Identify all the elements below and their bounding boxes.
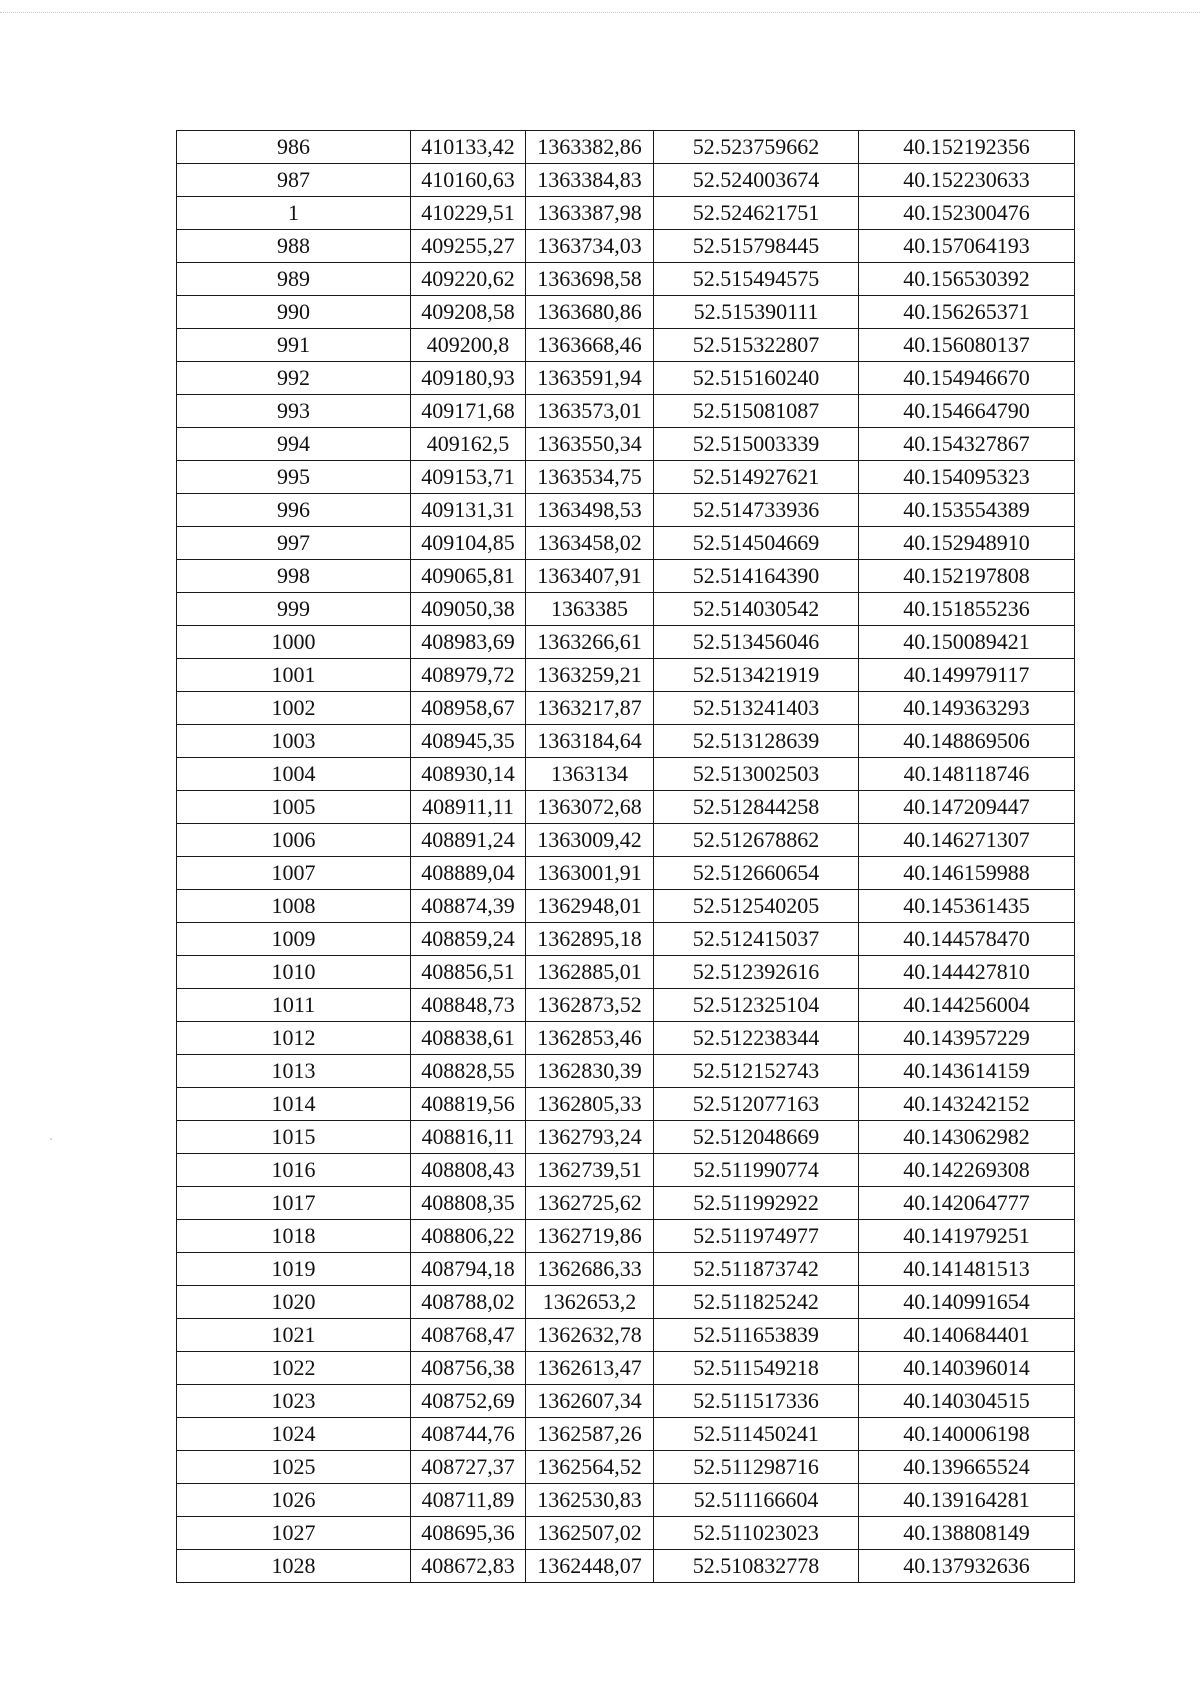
x-coordinate-cell: 409162,5 — [411, 428, 526, 461]
x-coordinate-cell: 408711,89 — [411, 1484, 526, 1517]
x-coordinate-cell: 409180,93 — [411, 362, 526, 395]
coordinates-table-body — [177, 131, 1075, 1583]
table-row — [177, 758, 1075, 791]
point-number-cell: 1007 — [177, 857, 411, 890]
scan-border-line — [0, 12, 1200, 13]
longitude-cell: 40.157064193 — [859, 230, 1075, 263]
longitude-cell: 40.142269308 — [859, 1154, 1075, 1187]
point-number-cell: 1027 — [177, 1517, 411, 1550]
y-coordinate-cell: 1362613,47 — [526, 1352, 654, 1385]
table-row — [177, 1517, 1075, 1550]
latitude-cell: 52.511825242 — [654, 1286, 859, 1319]
latitude-cell: 52.511873742 — [654, 1253, 859, 1286]
x-coordinate-cell: 410133,42 — [411, 131, 526, 164]
table-row — [177, 1319, 1075, 1352]
point-number-cell: 993 — [177, 395, 411, 428]
y-coordinate-cell: 1363680,86 — [526, 296, 654, 329]
latitude-cell: 52.515322807 — [654, 329, 859, 362]
table-row — [177, 824, 1075, 857]
y-coordinate-cell: 1363573,01 — [526, 395, 654, 428]
y-coordinate-cell: 1362653,2 — [526, 1286, 654, 1319]
table-row — [177, 1187, 1075, 1220]
point-number-cell: 1017 — [177, 1187, 411, 1220]
latitude-cell: 52.513241403 — [654, 692, 859, 725]
longitude-cell: 40.143957229 — [859, 1022, 1075, 1055]
table-row — [177, 791, 1075, 824]
y-coordinate-cell: 1363259,21 — [526, 659, 654, 692]
longitude-cell: 40.140991654 — [859, 1286, 1075, 1319]
latitude-cell: 52.512540205 — [654, 890, 859, 923]
latitude-cell: 52.512048669 — [654, 1121, 859, 1154]
y-coordinate-cell: 1363072,68 — [526, 791, 654, 824]
table-row — [177, 989, 1075, 1022]
table-row — [177, 1418, 1075, 1451]
longitude-cell: 40.145361435 — [859, 890, 1075, 923]
longitude-cell: 40.154327867 — [859, 428, 1075, 461]
x-coordinate-cell: 408695,36 — [411, 1517, 526, 1550]
x-coordinate-cell: 408816,11 — [411, 1121, 526, 1154]
y-coordinate-cell: 1363387,98 — [526, 197, 654, 230]
latitude-cell: 52.515160240 — [654, 362, 859, 395]
point-number-cell: 988 — [177, 230, 411, 263]
table-row — [177, 494, 1075, 527]
x-coordinate-cell: 408744,76 — [411, 1418, 526, 1451]
longitude-cell: 40.143614159 — [859, 1055, 1075, 1088]
table-row — [177, 527, 1075, 560]
longitude-cell: 40.149979117 — [859, 659, 1075, 692]
latitude-cell: 52.512844258 — [654, 791, 859, 824]
table-row — [177, 956, 1075, 989]
longitude-cell: 40.139665524 — [859, 1451, 1075, 1484]
point-number-cell: 999 — [177, 593, 411, 626]
y-coordinate-cell: 1363001,91 — [526, 857, 654, 890]
latitude-cell: 52.512077163 — [654, 1088, 859, 1121]
x-coordinate-cell: 408794,18 — [411, 1253, 526, 1286]
table-row — [177, 131, 1075, 164]
x-coordinate-cell: 408889,04 — [411, 857, 526, 890]
longitude-cell: 40.156530392 — [859, 263, 1075, 296]
table-row — [177, 164, 1075, 197]
y-coordinate-cell: 1362607,34 — [526, 1385, 654, 1418]
y-coordinate-cell: 1363734,03 — [526, 230, 654, 263]
point-number-cell: 1008 — [177, 890, 411, 923]
latitude-cell: 52.513128639 — [654, 725, 859, 758]
y-coordinate-cell: 1362719,86 — [526, 1220, 654, 1253]
latitude-cell: 52.512152743 — [654, 1055, 859, 1088]
y-coordinate-cell: 1362448,07 — [526, 1550, 654, 1583]
x-coordinate-cell: 408983,69 — [411, 626, 526, 659]
x-coordinate-cell: 408856,51 — [411, 956, 526, 989]
longitude-cell: 40.141979251 — [859, 1220, 1075, 1253]
x-coordinate-cell: 410160,63 — [411, 164, 526, 197]
point-number-cell: 1028 — [177, 1550, 411, 1583]
point-number-cell: 997 — [177, 527, 411, 560]
x-coordinate-cell: 409208,58 — [411, 296, 526, 329]
x-coordinate-cell: 408768,47 — [411, 1319, 526, 1352]
y-coordinate-cell: 1363009,42 — [526, 824, 654, 857]
x-coordinate-cell: 408911,11 — [411, 791, 526, 824]
longitude-cell: 40.154095323 — [859, 461, 1075, 494]
point-number-cell: 998 — [177, 560, 411, 593]
y-coordinate-cell: 1362632,78 — [526, 1319, 654, 1352]
longitude-cell: 40.138808149 — [859, 1517, 1075, 1550]
table-row — [177, 1055, 1075, 1088]
table-row — [177, 329, 1075, 362]
table-row — [177, 1088, 1075, 1121]
longitude-cell: 40.143242152 — [859, 1088, 1075, 1121]
point-number-cell: 1013 — [177, 1055, 411, 1088]
y-coordinate-cell: 1363384,83 — [526, 164, 654, 197]
x-coordinate-cell: 409200,8 — [411, 329, 526, 362]
y-coordinate-cell: 1363385 — [526, 593, 654, 626]
y-coordinate-cell: 1363698,58 — [526, 263, 654, 296]
y-coordinate-cell: 1362564,52 — [526, 1451, 654, 1484]
longitude-cell: 40.152230633 — [859, 164, 1075, 197]
table-row — [177, 1484, 1075, 1517]
point-number-cell: 1004 — [177, 758, 411, 791]
latitude-cell: 52.512392616 — [654, 956, 859, 989]
x-coordinate-cell: 408806,22 — [411, 1220, 526, 1253]
longitude-cell: 40.149363293 — [859, 692, 1075, 725]
latitude-cell: 52.511653839 — [654, 1319, 859, 1352]
latitude-cell: 52.515003339 — [654, 428, 859, 461]
point-number-cell: 1002 — [177, 692, 411, 725]
latitude-cell: 52.510832778 — [654, 1550, 859, 1583]
y-coordinate-cell: 1362873,52 — [526, 989, 654, 1022]
point-number-cell: 1018 — [177, 1220, 411, 1253]
x-coordinate-cell: 408819,56 — [411, 1088, 526, 1121]
longitude-cell: 40.146271307 — [859, 824, 1075, 857]
point-number-cell: 1003 — [177, 725, 411, 758]
x-coordinate-cell: 408727,37 — [411, 1451, 526, 1484]
latitude-cell: 52.512660654 — [654, 857, 859, 890]
latitude-cell: 52.515390111 — [654, 296, 859, 329]
point-number-cell: 1025 — [177, 1451, 411, 1484]
point-number-cell: 1021 — [177, 1319, 411, 1352]
y-coordinate-cell: 1363458,02 — [526, 527, 654, 560]
y-coordinate-cell: 1362948,01 — [526, 890, 654, 923]
point-number-cell: 1005 — [177, 791, 411, 824]
longitude-cell: 40.152948910 — [859, 527, 1075, 560]
x-coordinate-cell: 408891,24 — [411, 824, 526, 857]
point-number-cell: 1019 — [177, 1253, 411, 1286]
coordinates-table — [176, 130, 1075, 1583]
table-row — [177, 1352, 1075, 1385]
y-coordinate-cell: 1362587,26 — [526, 1418, 654, 1451]
x-coordinate-cell: 408756,38 — [411, 1352, 526, 1385]
point-number-cell: 1006 — [177, 824, 411, 857]
longitude-cell: 40.144256004 — [859, 989, 1075, 1022]
point-number-cell: 995 — [177, 461, 411, 494]
y-coordinate-cell: 1362793,24 — [526, 1121, 654, 1154]
longitude-cell: 40.156265371 — [859, 296, 1075, 329]
point-number-cell: 1022 — [177, 1352, 411, 1385]
table-row — [177, 725, 1075, 758]
point-number-cell: 1020 — [177, 1286, 411, 1319]
x-coordinate-cell: 408848,73 — [411, 989, 526, 1022]
y-coordinate-cell: 1362739,51 — [526, 1154, 654, 1187]
y-coordinate-cell: 1362885,01 — [526, 956, 654, 989]
y-coordinate-cell: 1362686,33 — [526, 1253, 654, 1286]
point-number-cell: 1026 — [177, 1484, 411, 1517]
longitude-cell: 40.150089421 — [859, 626, 1075, 659]
longitude-cell: 40.152300476 — [859, 197, 1075, 230]
y-coordinate-cell: 1363134 — [526, 758, 654, 791]
latitude-cell: 52.512238344 — [654, 1022, 859, 1055]
y-coordinate-cell: 1362725,62 — [526, 1187, 654, 1220]
latitude-cell: 52.513002503 — [654, 758, 859, 791]
point-number-cell: 1016 — [177, 1154, 411, 1187]
table-row — [177, 890, 1075, 923]
longitude-cell: 40.144578470 — [859, 923, 1075, 956]
x-coordinate-cell: 408752,69 — [411, 1385, 526, 1418]
latitude-cell: 52.511450241 — [654, 1418, 859, 1451]
table-row — [177, 1286, 1075, 1319]
x-coordinate-cell: 410229,51 — [411, 197, 526, 230]
longitude-cell: 40.139164281 — [859, 1484, 1075, 1517]
table-row — [177, 560, 1075, 593]
longitude-cell: 40.137932636 — [859, 1550, 1075, 1583]
x-coordinate-cell: 408979,72 — [411, 659, 526, 692]
y-coordinate-cell: 1363550,34 — [526, 428, 654, 461]
table-row — [177, 1154, 1075, 1187]
latitude-cell: 52.511166604 — [654, 1484, 859, 1517]
latitude-cell: 52.513456046 — [654, 626, 859, 659]
latitude-cell: 52.514164390 — [654, 560, 859, 593]
longitude-cell: 40.154946670 — [859, 362, 1075, 395]
table-row — [177, 1385, 1075, 1418]
point-number-cell: 989 — [177, 263, 411, 296]
latitude-cell: 52.524621751 — [654, 197, 859, 230]
longitude-cell: 40.148118746 — [859, 758, 1075, 791]
x-coordinate-cell: 408808,43 — [411, 1154, 526, 1187]
table-row — [177, 593, 1075, 626]
y-coordinate-cell: 1362830,39 — [526, 1055, 654, 1088]
x-coordinate-cell: 408672,83 — [411, 1550, 526, 1583]
latitude-cell: 52.523759662 — [654, 131, 859, 164]
table-row — [177, 1220, 1075, 1253]
table-row — [177, 659, 1075, 692]
point-number-cell: 1015 — [177, 1121, 411, 1154]
longitude-cell: 40.140684401 — [859, 1319, 1075, 1352]
table-row — [177, 395, 1075, 428]
x-coordinate-cell: 409104,85 — [411, 527, 526, 560]
x-coordinate-cell: 409255,27 — [411, 230, 526, 263]
x-coordinate-cell: 409050,38 — [411, 593, 526, 626]
longitude-cell: 40.146159988 — [859, 857, 1075, 890]
longitude-cell: 40.153554389 — [859, 494, 1075, 527]
table-row — [177, 230, 1075, 263]
point-number-cell: 986 — [177, 131, 411, 164]
point-number-cell: 1014 — [177, 1088, 411, 1121]
table-row — [177, 428, 1075, 461]
x-coordinate-cell: 408859,24 — [411, 923, 526, 956]
latitude-cell: 52.511549218 — [654, 1352, 859, 1385]
longitude-cell: 40.144427810 — [859, 956, 1075, 989]
x-coordinate-cell: 409065,81 — [411, 560, 526, 593]
longitude-cell: 40.152197808 — [859, 560, 1075, 593]
latitude-cell: 52.512678862 — [654, 824, 859, 857]
x-coordinate-cell: 408828,55 — [411, 1055, 526, 1088]
longitude-cell: 40.140304515 — [859, 1385, 1075, 1418]
latitude-cell: 52.511974977 — [654, 1220, 859, 1253]
point-number-cell: 994 — [177, 428, 411, 461]
latitude-cell: 52.514927621 — [654, 461, 859, 494]
point-number-cell: 992 — [177, 362, 411, 395]
latitude-cell: 52.511517336 — [654, 1385, 859, 1418]
y-coordinate-cell: 1363591,94 — [526, 362, 654, 395]
point-number-cell: 996 — [177, 494, 411, 527]
y-coordinate-cell: 1363498,53 — [526, 494, 654, 527]
table-row — [177, 1253, 1075, 1286]
latitude-cell: 52.511298716 — [654, 1451, 859, 1484]
longitude-cell: 40.147209447 — [859, 791, 1075, 824]
x-coordinate-cell: 408838,61 — [411, 1022, 526, 1055]
latitude-cell: 52.524003674 — [654, 164, 859, 197]
latitude-cell: 52.511023023 — [654, 1517, 859, 1550]
y-coordinate-cell: 1362507,02 — [526, 1517, 654, 1550]
y-coordinate-cell: 1363407,91 — [526, 560, 654, 593]
point-number-cell: 991 — [177, 329, 411, 362]
table-row — [177, 692, 1075, 725]
x-coordinate-cell: 409153,71 — [411, 461, 526, 494]
x-coordinate-cell: 408930,14 — [411, 758, 526, 791]
longitude-cell: 40.154664790 — [859, 395, 1075, 428]
x-coordinate-cell: 408808,35 — [411, 1187, 526, 1220]
point-number-cell: 1009 — [177, 923, 411, 956]
table-row — [177, 923, 1075, 956]
x-coordinate-cell: 408874,39 — [411, 890, 526, 923]
y-coordinate-cell: 1363668,46 — [526, 329, 654, 362]
y-coordinate-cell: 1362895,18 — [526, 923, 654, 956]
longitude-cell: 40.151855236 — [859, 593, 1075, 626]
longitude-cell: 40.142064777 — [859, 1187, 1075, 1220]
point-number-cell: 1010 — [177, 956, 411, 989]
point-number-cell: 1001 — [177, 659, 411, 692]
point-number-cell: 1011 — [177, 989, 411, 1022]
longitude-cell: 40.148869506 — [859, 725, 1075, 758]
table-row — [177, 263, 1075, 296]
table-row — [177, 1121, 1075, 1154]
y-coordinate-cell: 1362805,33 — [526, 1088, 654, 1121]
table-row — [177, 461, 1075, 494]
latitude-cell: 52.513421919 — [654, 659, 859, 692]
latitude-cell: 52.512415037 — [654, 923, 859, 956]
point-number-cell: 990 — [177, 296, 411, 329]
table-row — [177, 197, 1075, 230]
table-row — [177, 296, 1075, 329]
table-row — [177, 626, 1075, 659]
longitude-cell: 40.143062982 — [859, 1121, 1075, 1154]
point-number-cell: 1024 — [177, 1418, 411, 1451]
point-number-cell: 1023 — [177, 1385, 411, 1418]
point-number-cell: 1000 — [177, 626, 411, 659]
latitude-cell: 52.515494575 — [654, 263, 859, 296]
latitude-cell: 52.514733936 — [654, 494, 859, 527]
y-coordinate-cell: 1362530,83 — [526, 1484, 654, 1517]
x-coordinate-cell: 408945,35 — [411, 725, 526, 758]
latitude-cell: 52.514504669 — [654, 527, 859, 560]
longitude-cell: 40.140006198 — [859, 1418, 1075, 1451]
latitude-cell: 52.514030542 — [654, 593, 859, 626]
latitude-cell: 52.515081087 — [654, 395, 859, 428]
latitude-cell: 52.515798445 — [654, 230, 859, 263]
y-coordinate-cell: 1362853,46 — [526, 1022, 654, 1055]
y-coordinate-cell: 1363217,87 — [526, 692, 654, 725]
longitude-cell: 40.156080137 — [859, 329, 1075, 362]
point-number-cell: 987 — [177, 164, 411, 197]
table-row — [177, 1022, 1075, 1055]
table-row — [177, 1550, 1075, 1583]
latitude-cell: 52.512325104 — [654, 989, 859, 1022]
point-number-cell: 1 — [177, 197, 411, 230]
x-coordinate-cell: 408788,02 — [411, 1286, 526, 1319]
x-coordinate-cell: 409131,31 — [411, 494, 526, 527]
scan-speck — [50, 1138, 52, 1140]
longitude-cell: 40.140396014 — [859, 1352, 1075, 1385]
latitude-cell: 52.511992922 — [654, 1187, 859, 1220]
x-coordinate-cell: 409220,62 — [411, 263, 526, 296]
x-coordinate-cell: 408958,67 — [411, 692, 526, 725]
longitude-cell: 40.152192356 — [859, 131, 1075, 164]
y-coordinate-cell: 1363534,75 — [526, 461, 654, 494]
table-row — [177, 1451, 1075, 1484]
x-coordinate-cell: 409171,68 — [411, 395, 526, 428]
longitude-cell: 40.141481513 — [859, 1253, 1075, 1286]
table-row — [177, 362, 1075, 395]
y-coordinate-cell: 1363266,61 — [526, 626, 654, 659]
point-number-cell: 1012 — [177, 1022, 411, 1055]
y-coordinate-cell: 1363382,86 — [526, 131, 654, 164]
latitude-cell: 52.511990774 — [654, 1154, 859, 1187]
y-coordinate-cell: 1363184,64 — [526, 725, 654, 758]
table-row — [177, 857, 1075, 890]
